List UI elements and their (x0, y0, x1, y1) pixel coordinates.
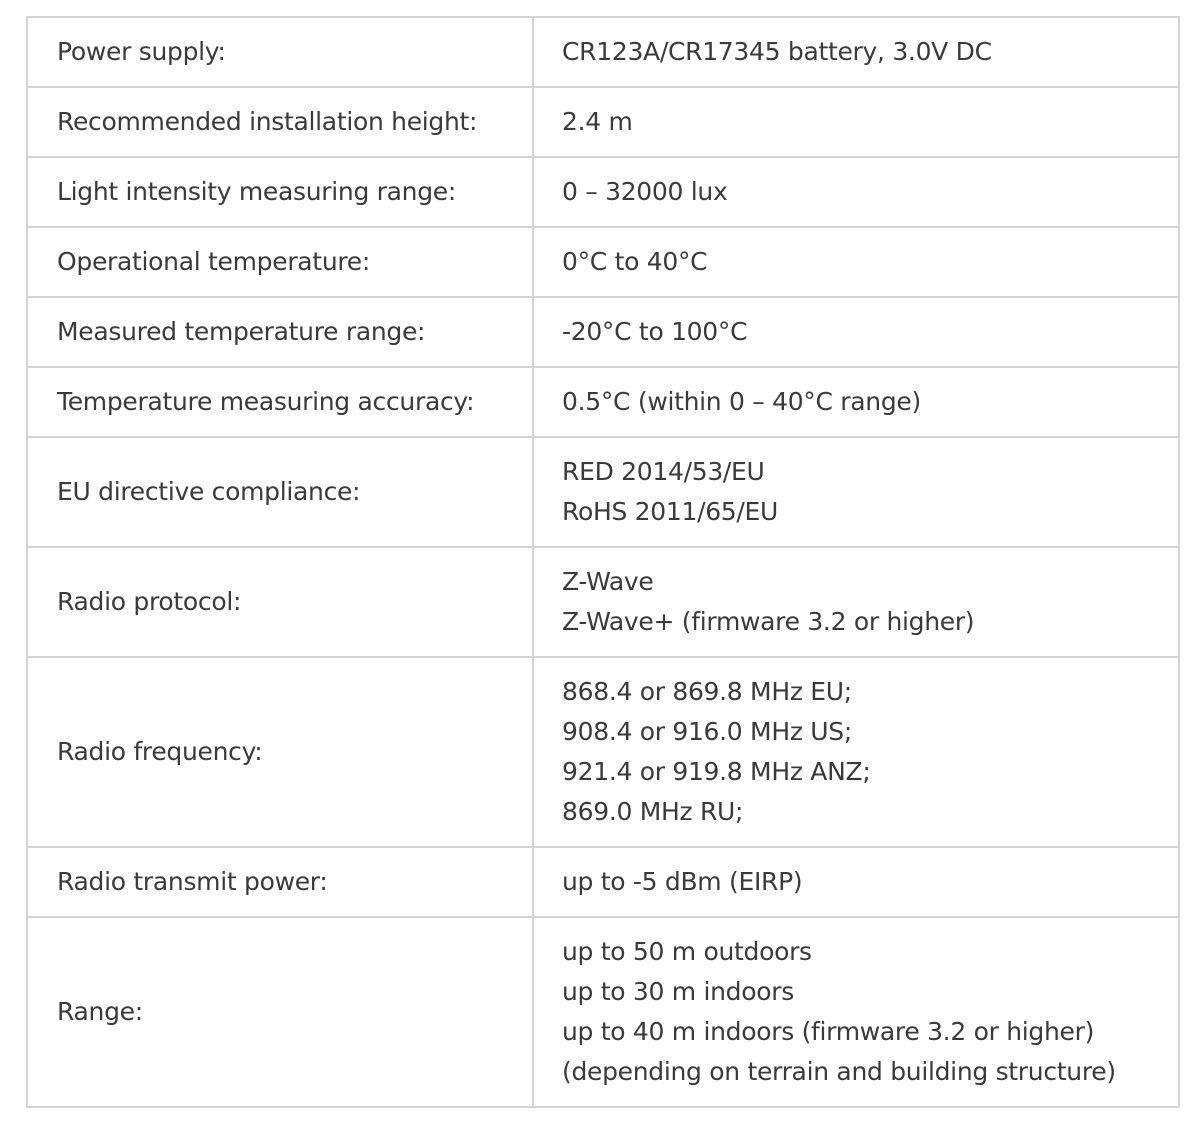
spec-label: Temperature measuring accuracy: (27, 367, 533, 437)
spec-label: Operational temperature: (27, 227, 533, 297)
table-row (27, 657, 1179, 847)
spec-label: Radio transmit power: (27, 847, 533, 917)
spec-value-line: up to 40 m indoors (firmware 3.2 or higher) (562, 1017, 1095, 1046)
table-row (27, 367, 1179, 437)
spec-value (533, 227, 1179, 297)
spec-value-line: 0 – 32000 lux (562, 177, 728, 206)
spec-value-line: 921.4 or 919.8 MHz ANZ; (562, 757, 871, 786)
table-row (27, 227, 1179, 297)
spec-value-line: up to 30 m indoors (562, 977, 794, 1006)
spec-label: Power supply: (27, 17, 533, 87)
specifications-table (26, 16, 1180, 1108)
table-row (27, 437, 1179, 547)
spec-value-line: Z-Wave+ (firmware 3.2 or higher) (562, 607, 975, 636)
spec-value-line: RED 2014/53/EU (562, 457, 765, 486)
spec-value-line: Z-Wave (562, 567, 654, 596)
spec-label: Measured temperature range: (27, 297, 533, 367)
spec-value (533, 547, 1179, 657)
spec-value (533, 437, 1179, 547)
spec-value-line: -20°C to 100°C (562, 317, 748, 346)
spec-value-line: 0°C to 40°C (562, 247, 708, 276)
spec-value-line: (depending on terrain and building structure) (562, 1057, 1116, 1086)
spec-value-line: 868.4 or 869.8 MHz EU; (562, 677, 852, 706)
spec-value (533, 17, 1179, 87)
spec-value (533, 847, 1179, 917)
spec-value-line: RoHS 2011/65/EU (562, 497, 779, 526)
table-row (27, 157, 1179, 227)
spec-value (533, 87, 1179, 157)
table-row (27, 297, 1179, 367)
spec-value (533, 657, 1179, 847)
table-row (27, 17, 1179, 87)
spec-label: EU directive compliance: (27, 437, 533, 547)
spec-label: Radio frequency: (27, 657, 533, 847)
spec-label: Radio protocol: (27, 547, 533, 657)
spec-value-line: up to 50 m outdoors (562, 937, 812, 966)
spec-label: Recommended installation height: (27, 87, 533, 157)
spec-value-line: 2.4 m (562, 107, 633, 136)
spec-value-line: up to -5 dBm (EIRP) (562, 867, 803, 896)
spec-value-line: 869.0 MHz RU; (562, 797, 744, 826)
table-row (27, 547, 1179, 657)
spec-value (533, 157, 1179, 227)
spec-value (533, 917, 1179, 1107)
table-row (27, 847, 1179, 917)
spec-label: Light intensity measuring range: (27, 157, 533, 227)
spec-value-line: 0.5°C (within 0 – 40°C range) (562, 387, 921, 416)
spec-value-line: 908.4 or 916.0 MHz US; (562, 717, 852, 746)
table-row (27, 87, 1179, 157)
spec-value (533, 297, 1179, 367)
spec-label: Range: (27, 917, 533, 1107)
spec-value (533, 367, 1179, 437)
spec-value-line: CR123A/CR17345 battery, 3.0V DC (562, 37, 992, 66)
table-row (27, 917, 1179, 1107)
